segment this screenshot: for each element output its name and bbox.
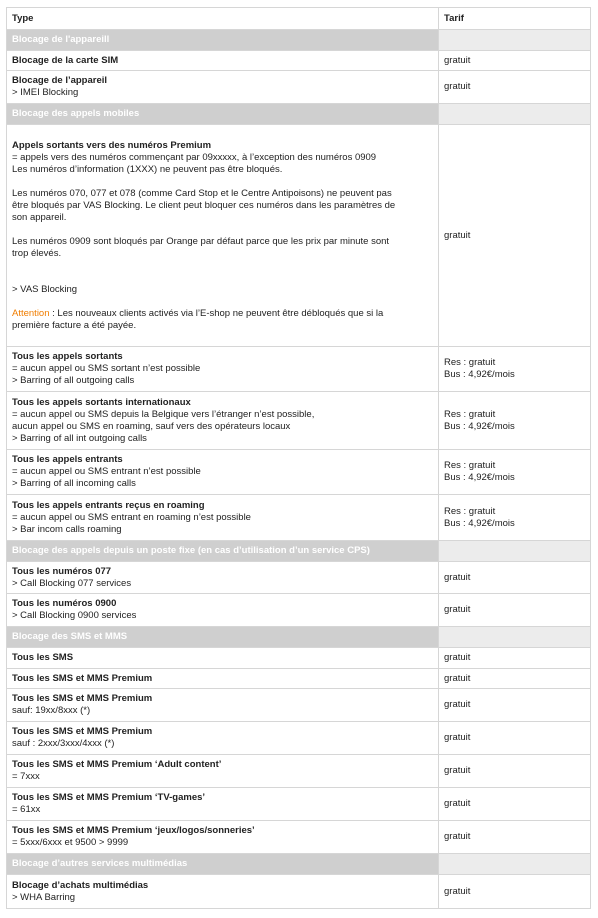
row-title: Blocage de l’appareil <box>12 75 108 86</box>
row-detail: = aucun appel ou SMS sortant n’est possible <box>12 363 201 374</box>
row-tarif: gratuit <box>444 732 471 743</box>
row-detail: Les numéros 0909 sont bloqués par Orange par défaut parce que les prix par minute sont <box>12 235 390 247</box>
row-title: Tous les SMS et MMS Premium <box>12 726 153 737</box>
row-detail: Les numéros d’information (1XXX) ne peuvent pas être bloqués. <box>12 163 283 175</box>
row-tarif: Res : gratuit <box>444 357 496 368</box>
row-title: Tous les appels sortants <box>12 351 123 362</box>
column-header-type: Type <box>7 8 439 30</box>
row-tarif: Res : gratuit <box>444 505 496 517</box>
table-row <box>7 392 591 450</box>
table-row <box>7 755 591 788</box>
row-tarif: gratuit <box>444 765 471 776</box>
attention-text: : Les nouveaux clients activés via l’E-shop ne peuvent être débloqués que si la <box>49 307 384 319</box>
table-row <box>7 875 591 909</box>
section-header <box>7 104 591 125</box>
row-title: Blocage d’achats multimédias <box>12 879 149 891</box>
row-title: Tous les appels sortants internationaux <box>12 396 191 408</box>
section-title: Blocage des appels depuis un poste fixe (en cas d’utilisation d’un service CPS) <box>7 541 439 562</box>
attention-text: première facture a été payée. <box>12 319 137 331</box>
section-title: Blocage de l'appareill <box>7 30 439 51</box>
table-row <box>7 450 591 495</box>
table-row <box>7 51 591 71</box>
table-row <box>7 722 591 755</box>
row-detail: = aucun appel ou SMS entrant en roaming n’est possible <box>12 511 251 523</box>
row-tarif: gratuit <box>444 571 471 583</box>
row-detail: = 61xx <box>12 804 41 815</box>
table-row <box>7 669 591 689</box>
row-tarif: gratuit <box>444 229 471 241</box>
row-detail: > Barring of all int outgoing calls <box>12 432 147 444</box>
row-detail: > Barring of all incoming calls <box>12 478 136 489</box>
table-row <box>7 689 591 722</box>
attention-label: Attention <box>12 307 50 319</box>
row-title: Tous les SMS et MMS Premium <box>12 693 153 704</box>
row-tarif: gratuit <box>444 604 471 615</box>
row-tarif: Res : gratuit <box>444 460 496 471</box>
row-detail: = aucun appel ou SMS entrant n’est possible <box>12 466 201 477</box>
row-detail: > VAS Blocking <box>12 283 78 295</box>
row-tarif: gratuit <box>444 54 471 66</box>
row-title: Tous les appels entrants reçus en roaming <box>12 499 205 511</box>
row-title: Tous les SMS et MMS Premium ‘jeux/logos/sonneries’ <box>12 825 255 836</box>
row-detail: > Bar incom calls roaming <box>12 523 122 535</box>
row-tarif: gratuit <box>444 885 471 897</box>
row-detail: > Call Blocking 077 services <box>12 577 132 589</box>
row-detail: = appels vers des numéros commençant par 09xxxxx, à l’exception des numéros 0909 <box>12 151 377 163</box>
table-row <box>7 562 591 594</box>
table-header-row <box>7 8 591 30</box>
table-row <box>7 594 591 627</box>
row-title: Tous les numéros 0900 <box>12 598 117 609</box>
row-tarif: gratuit <box>444 81 471 92</box>
row-detail: sauf: 19xx/8xxx (*) <box>12 705 91 716</box>
table-row <box>7 788 591 821</box>
row-detail: > WHA Barring <box>12 891 76 903</box>
table-row <box>7 347 591 392</box>
section-title: Blocage des SMS et MMS <box>7 627 439 648</box>
table-row-premium <box>7 125 591 347</box>
row-tarif: Bus : 4,92€/mois <box>444 420 515 432</box>
column-header-tarif: Tarif <box>439 8 591 30</box>
row-title: Blocage de la carte SIM <box>12 54 119 66</box>
row-title: Tous les SMS et MMS Premium <box>12 672 153 684</box>
row-detail: > IMEI Blocking <box>12 87 79 98</box>
table-row <box>7 495 591 541</box>
row-detail: = 7xxx <box>12 771 40 782</box>
row-tarif: gratuit <box>444 652 471 663</box>
row-title: Appels sortants vers des numéros Premium <box>12 139 212 151</box>
section-header <box>7 30 591 51</box>
table-row <box>7 821 591 854</box>
row-tarif: Bus : 4,92€/mois <box>444 517 515 529</box>
row-title: Tous les appels entrants <box>12 454 123 465</box>
row-tarif: Bus : 4,92€/mois <box>444 472 515 483</box>
section-header <box>7 854 591 875</box>
row-detail: = 5xxx/6xxx et 9500 > 9999 <box>12 837 129 848</box>
row-tarif: gratuit <box>444 699 471 710</box>
section-header <box>7 541 591 562</box>
table-row <box>7 71 591 104</box>
row-tarif: gratuit <box>444 672 471 684</box>
row-detail: être bloqués par VAS Blocking. Le client peut bloquer ces numéros dans les paramètres de <box>12 199 396 211</box>
row-detail: > Barring of all outgoing calls <box>12 375 135 386</box>
row-detail: trop élevés. <box>12 247 62 259</box>
table-row <box>7 648 591 669</box>
row-detail: Les numéros 070, 077 et 078 (comme Card Stop et le Centre Antipoisons) ne peuvent pas <box>12 187 392 199</box>
section-header <box>7 627 591 648</box>
row-title: Tous les SMS et MMS Premium ‘TV-games’ <box>12 792 206 803</box>
row-tarif: gratuit <box>444 831 471 842</box>
row-tarif: gratuit <box>444 798 471 809</box>
row-detail: son appareil. <box>12 211 67 223</box>
tariff-table <box>6 7 591 909</box>
row-detail: = aucun appel ou SMS depuis la Belgique vers l’étranger n’est possible, <box>12 408 315 420</box>
row-detail: aucun appel ou SMS en roaming, sauf vers des opérateurs locaux <box>12 420 291 432</box>
row-detail: > Call Blocking 0900 services <box>12 610 137 621</box>
section-title: Blocage d’autres services multimédias <box>7 854 439 875</box>
row-title: Tous les SMS <box>12 652 74 663</box>
row-tarif: Bus : 4,92€/mois <box>444 369 515 380</box>
row-title: Tous les numéros 077 <box>12 565 112 577</box>
row-detail: sauf : 2xxx/3xxx/4xxx (*) <box>12 738 115 749</box>
row-title: Tous les SMS et MMS Premium ‘Adult content’ <box>12 759 222 770</box>
row-tarif: Res : gratuit <box>444 408 496 420</box>
section-title: Blocage des appels mobiles <box>7 104 439 125</box>
